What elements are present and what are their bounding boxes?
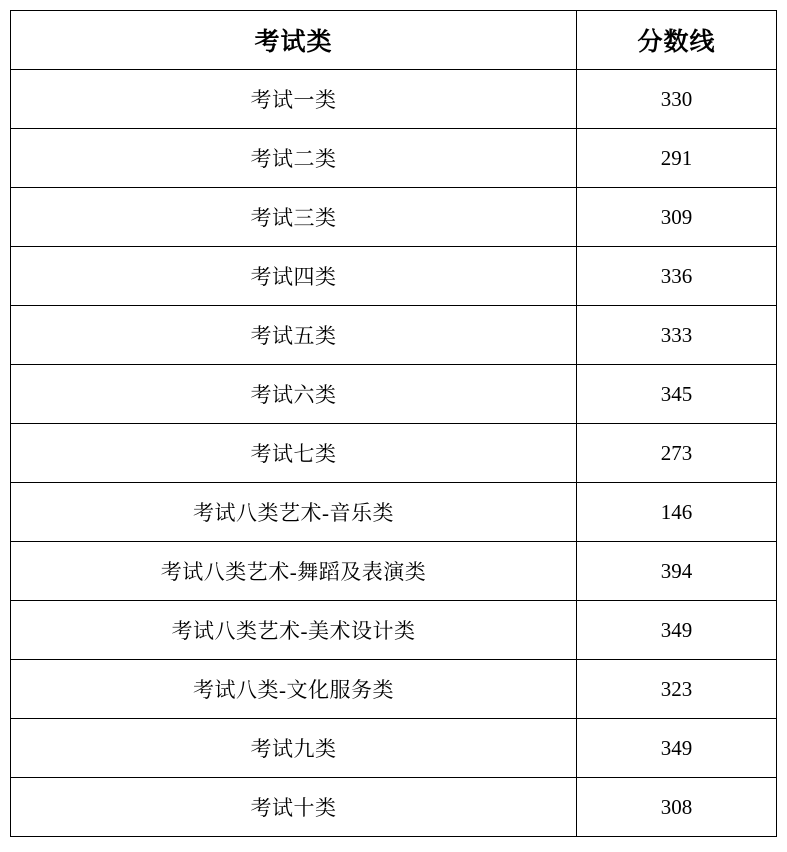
table-row xyxy=(11,306,777,365)
table-row xyxy=(11,601,777,660)
cell-category: 考试九类 xyxy=(11,719,577,778)
cell-category: 考试三类 xyxy=(11,188,577,247)
cell-category: 考试五类 xyxy=(11,306,577,365)
cell-category: 考试四类 xyxy=(11,247,577,306)
cell-score: 349 xyxy=(577,601,777,660)
table-row xyxy=(11,483,777,542)
cell-category: 考试七类 xyxy=(11,424,577,483)
table-row xyxy=(11,70,777,129)
cell-score: 309 xyxy=(577,188,777,247)
cell-score: 349 xyxy=(577,719,777,778)
table-row xyxy=(11,719,777,778)
cell-category: 考试八类-文化服务类 xyxy=(11,660,577,719)
table-row xyxy=(11,660,777,719)
cell-category: 考试八类艺术-舞蹈及表演类 xyxy=(11,542,577,601)
cell-category: 考试八类艺术-音乐类 xyxy=(11,483,577,542)
cell-category: 考试八类艺术-美术设计类 xyxy=(11,601,577,660)
cell-score: 336 xyxy=(577,247,777,306)
table-row xyxy=(11,247,777,306)
cell-score: 330 xyxy=(577,70,777,129)
cell-score: 308 xyxy=(577,778,777,837)
cell-category: 考试十类 xyxy=(11,778,577,837)
cell-score: 146 xyxy=(577,483,777,542)
table-row xyxy=(11,424,777,483)
table-row xyxy=(11,365,777,424)
table-row xyxy=(11,542,777,601)
cell-category: 考试六类 xyxy=(11,365,577,424)
cell-score: 273 xyxy=(577,424,777,483)
header-category: 考试类 xyxy=(11,11,577,70)
cell-score: 323 xyxy=(577,660,777,719)
cell-score: 394 xyxy=(577,542,777,601)
cell-score: 345 xyxy=(577,365,777,424)
table-row xyxy=(11,129,777,188)
table-row xyxy=(11,778,777,837)
cell-score: 333 xyxy=(577,306,777,365)
header-score: 分数线 xyxy=(577,11,777,70)
table-row xyxy=(11,188,777,247)
cell-category: 考试一类 xyxy=(11,70,577,129)
cell-category: 考试二类 xyxy=(11,129,577,188)
score-line-table xyxy=(10,10,777,837)
table-header-row xyxy=(11,11,777,70)
cell-score: 291 xyxy=(577,129,777,188)
